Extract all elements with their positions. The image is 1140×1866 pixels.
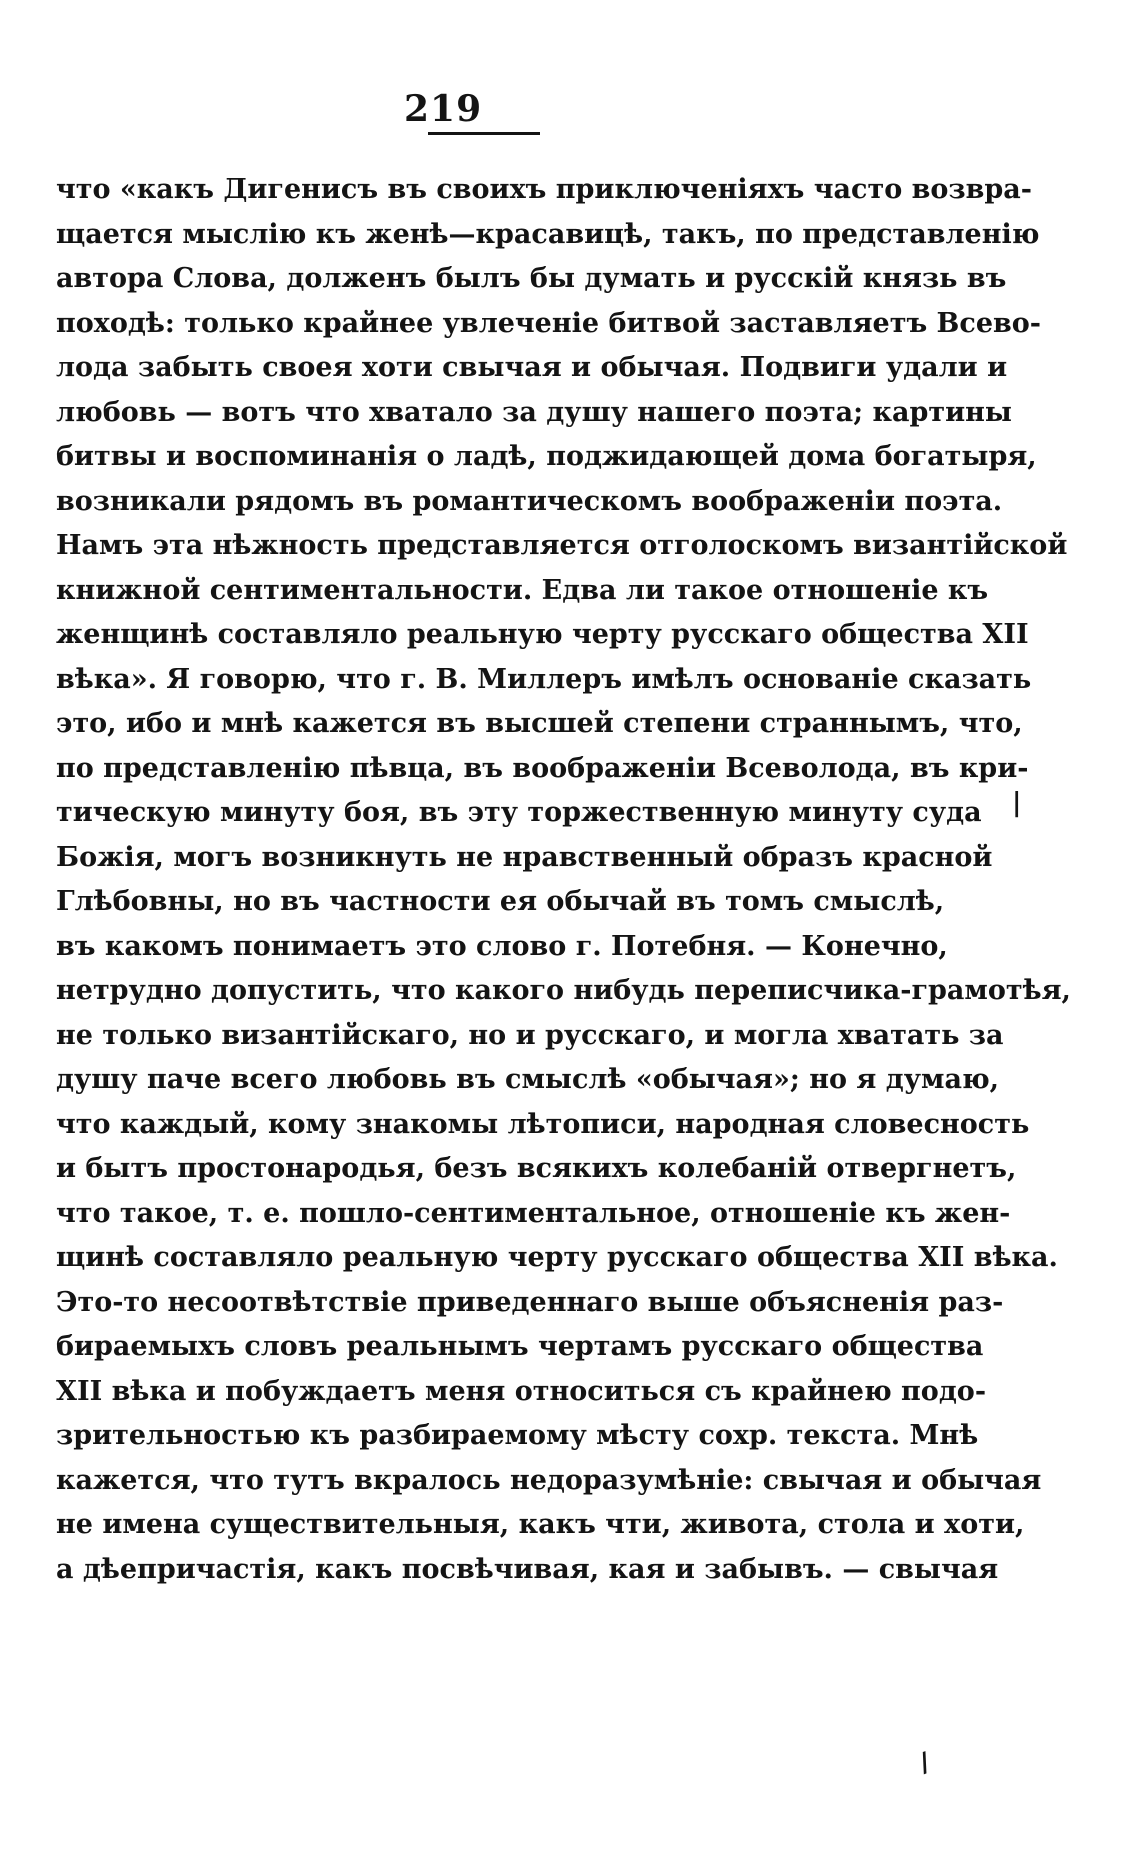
text-line: что такое, т. е. пошло-сентиментальное, отношеніе къ жен- (56, 1197, 1011, 1229)
text-line: зрительностью къ разбираемому мѣсту сохр. текста. Мнѣ (56, 1420, 979, 1451)
text-line: душу паче всего любовь въ смыслѣ «обычая»; но я думаю, (56, 1064, 1000, 1095)
text-line: походѣ: только крайнее увлеченіе битвой заставляетъ Всево- (56, 307, 1041, 339)
text-line: щинѣ составляло реальную черту русскаго общества XII вѣка. (56, 1242, 1058, 1273)
text-line: любовь — вотъ что хватало за душу нашего поэта; картины (56, 396, 1012, 428)
margin-mark: | (1012, 788, 1022, 818)
page-number-rule (428, 132, 540, 135)
text-line: а дѣепричастія, какъ посвѣчивая, кая и забывъ. — свычая (56, 1553, 999, 1585)
corner-mark: / (915, 1747, 935, 1779)
text-line: женщинѣ составляло реальную черту русскаго общества XII (56, 619, 1029, 650)
text-line: Намъ эта нѣжность представляется отголоскомъ византійской (56, 530, 1068, 561)
text-line: щается мыслію къ женѣ—красавицѣ, такъ, по представленію (56, 218, 1040, 250)
text-line: автора Слова, долженъ былъ бы думать и русскій князь въ (56, 263, 1007, 294)
text-line: книжной сентиментальности. Едва ли такое отношеніе къ (56, 574, 989, 606)
text-line: Глѣбовны, но въ частности ея обычай въ томъ смыслѣ, (56, 886, 945, 917)
text-line: это, ибо и мнѣ кажется въ высшей степени страннымъ, что, (56, 708, 1023, 739)
text-line: XII вѣка и побуждаетъ меня относиться съ крайнею подо- (56, 1375, 987, 1407)
text-line: и бытъ простонародья, безъ всякихъ колебаній отвергнетъ, (56, 1153, 1017, 1184)
text-line: Божія, могъ возникнуть не нравственный образъ красной (56, 841, 993, 873)
text-line: возникали рядомъ въ романтическомъ воображеніи поэта. (56, 485, 1003, 517)
text-line: не только византійскаго, но и русскаго, и могла хватать за (56, 1019, 1004, 1051)
body-text (56, 168, 1071, 1592)
text-line: кажется, что тутъ вкралось недоразумѣніе: свычая и обычая (56, 1464, 1042, 1496)
text-line: въ какомъ понимаетъ это слово г. Потебня. — Конечно, (56, 930, 948, 962)
text-line: битвы и воспоминанія о ладѣ, поджидающей дома богатыря, (56, 441, 1037, 472)
text-line: бираемыхъ словъ реальнымъ чертамъ русскаго общества (56, 1331, 984, 1362)
text-line: лода забыть своея хоти свычая и обычая. Подвиги удали и (56, 352, 1008, 383)
text-line: что «какъ Дигенисъ въ своихъ приключеніяхъ часто возвра- (56, 174, 1032, 205)
text-line: нетрудно допустить, что какого нибудь переписчика-грамотѣя, (56, 975, 1071, 1006)
text-line: Это-то несоотвѣтствіе приведеннаго выше объясненія раз- (56, 1286, 1004, 1318)
text-line: по представленію пѣвца, въ воображеніи Всеволода, въ кри- (56, 752, 1029, 784)
text-line: не имена существительныя, какъ чти, живота, стола и хоти, (56, 1509, 1025, 1540)
text-line: вѣка». Я говорю, что г. В. Миллеръ имѣлъ основаніе сказать (56, 663, 1032, 695)
text-line: тическую минуту боя, въ эту торжественную минуту суда (56, 797, 982, 828)
text-line: что каждый, кому знакомы лѣтописи, народная словесность (56, 1108, 1030, 1140)
page-number: 219 (404, 88, 483, 130)
